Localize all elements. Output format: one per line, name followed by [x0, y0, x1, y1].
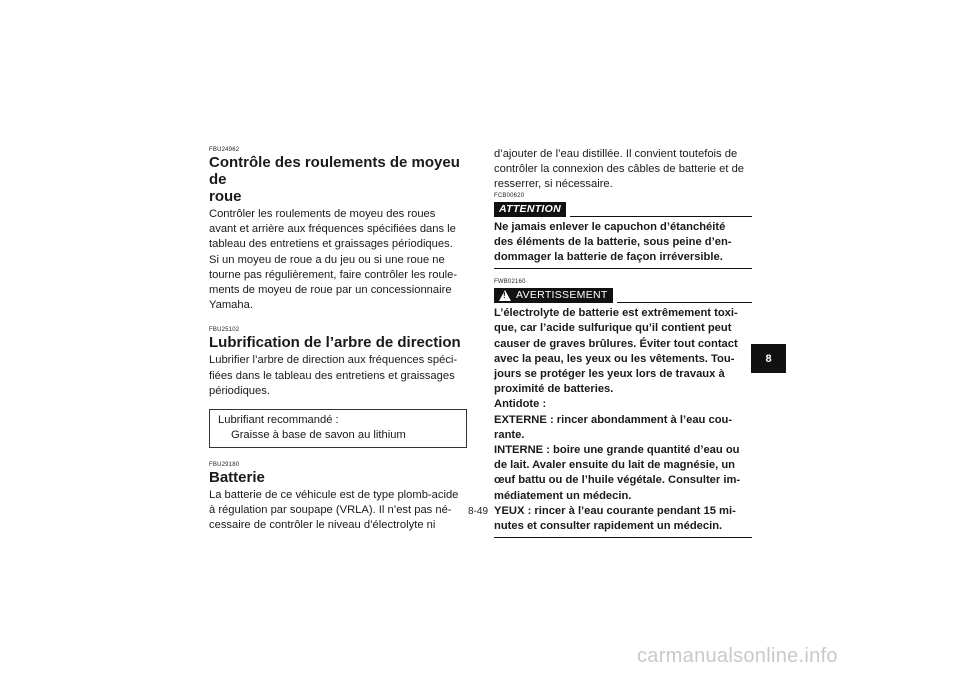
body-line: contrôler la connexion des câbles de batterie et de: [494, 163, 745, 176]
notice-line: Ne jamais enlever le capuchon d’étanchéité: [494, 220, 726, 233]
warning-label-box: [494, 288, 613, 303]
body-line: avant et arrière aux fréquences spécifiées dans le: [209, 223, 456, 236]
body-line: La batterie de ce véhicule est de type plomb-acide: [209, 489, 459, 502]
notice-line: Antidote :: [494, 398, 547, 411]
body-line: périodiques.: [209, 384, 270, 397]
right-column: [494, 147, 752, 544]
section-title-steering-shaft: Lubrification de l’arbre de direction: [209, 334, 461, 352]
section-code: FBU25102: [209, 327, 240, 334]
warning-notice: [494, 303, 752, 538]
section-body-steering-shaft: [209, 353, 467, 399]
body-line: tourne pas régulièrement, faire contrôler les roule-: [209, 268, 458, 281]
body-line: tableau des entretiens et graissages périodiques.: [209, 238, 453, 251]
section-title-wheel-bearings: [209, 154, 467, 205]
notice-line: des éléments de la batterie, sous peine d’en-: [494, 235, 732, 248]
notice-code: FCB00620: [494, 192, 525, 199]
body-line: cessaire de contrôler le niveau d’électrolyte ni: [209, 519, 436, 532]
watermark: carmanualsonline.info: [637, 645, 838, 667]
warning-triangle-icon: [499, 290, 511, 301]
notice-line: œuf battu ou de l’huile végétale. Consulter im-: [494, 474, 741, 487]
notice-code: FWB02160: [494, 279, 526, 286]
notice-line: YEUX : rincer à l’eau courante pendant 15 mi-: [494, 504, 736, 517]
title-line: roue: [209, 188, 242, 205]
notice-line: L’électrolyte de batterie est extrêmement toxi-: [494, 307, 738, 320]
section-code: FBU29180: [209, 462, 240, 469]
section-body-wheel-bearings: [209, 207, 467, 313]
notice-line: médiatement un médecin.: [494, 489, 632, 502]
notice-line: dommager la batterie de façon irréversible.: [494, 251, 723, 264]
notice-line: de lait. Avaler ensuite du lait de magnésie, un: [494, 459, 736, 472]
body-line: resserrer, si nécessaire.: [494, 178, 613, 191]
divider: [617, 302, 752, 303]
body-line: à régulation par soupape (VRLA). Il n’est pas né-: [209, 504, 452, 517]
notice-line: proximité de batteries.: [494, 383, 614, 396]
attention-header: [494, 202, 752, 217]
notice-line: causer de graves brûlures. Éviter tout contact: [494, 337, 738, 350]
notice-line: nutes et consulter rapidement un médecin.: [494, 520, 723, 533]
section-title-battery: Batterie: [209, 469, 265, 487]
page-number: 8-49: [468, 506, 489, 517]
spec-value: Graisse à base de savon au lithium: [231, 429, 406, 442]
body-line: d’ajouter de l’eau distillée. Il convient toutefois de: [494, 148, 738, 160]
title-line: Contrôle des roulements de moyeu de: [209, 154, 460, 188]
section-code: FBU24962: [209, 147, 240, 153]
divider: [570, 216, 752, 217]
warning-header: [494, 288, 752, 303]
notice-line: jours se protéger les yeux lors de travaux à: [494, 368, 725, 381]
notice-line: rante.: [494, 428, 525, 441]
lubricant-spec-box: [209, 409, 467, 448]
notice-line: avec la peau, les yeux ou les vêtements. Tou-: [494, 352, 735, 365]
left-column: [209, 147, 467, 534]
notice-line: EXTERNE : rincer abondamment à l’eau cou-: [494, 413, 733, 426]
warning-label: AVERTISSEMENT: [516, 289, 608, 302]
battery-continued-text: [494, 147, 752, 193]
body-line: Yamaha.: [209, 299, 253, 312]
body-line: Si un moyeu de roue a du jeu ou si une roue ne: [209, 253, 445, 266]
body-line: Contrôler les roulements de moyeu des roues: [209, 208, 436, 220]
chapter-tab: 8: [751, 344, 786, 373]
body-line: Lubrifier l’arbre de direction aux fréquences spéci-: [209, 354, 458, 367]
body-line: fiées dans le tableau des entretiens et graissages: [209, 369, 455, 382]
notice-line: INTERNE : boire une grande quantité d’eau ou: [494, 444, 740, 457]
section-body-battery: [209, 488, 467, 534]
attention-label: ATTENTION: [494, 202, 566, 217]
notice-line: que, car l’acide sulfurique qu’il contient peut: [494, 322, 732, 335]
body-line: ments de moyeu de roue par un concessionnaire: [209, 284, 452, 297]
spec-label: Lubrifiant recommandé :: [218, 414, 339, 427]
attention-notice: [494, 217, 752, 270]
